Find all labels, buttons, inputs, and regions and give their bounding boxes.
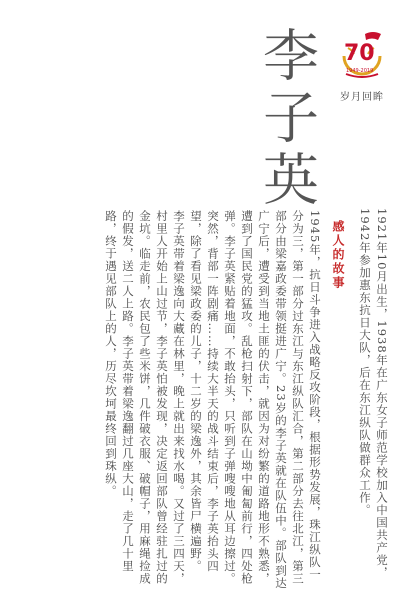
anniversary-logo: [338, 26, 386, 106]
article-body: [28, 208, 390, 593]
page-title: 李子英: [254, 26, 319, 212]
intro-paragraph: 1921年10月出生，1938年在广东女子师范学校加入中国共产党，1942年参加惠东抗日大队，后在东江纵队做群众工作。: [358, 208, 389, 579]
seventy-emblem-icon: [338, 26, 386, 86]
logo-caption: 岁月回眸: [340, 92, 384, 103]
story-paragraph-1: 1945年，抗日斗争进入战略反攻阶段，根据形势发展，珠江纵队一分为三，第一部分过东江与东江纵队汇合，第二部分去往北江，第三部分由梁嘉政委带领挺进广宁。23岁的李子英就在队伍中。部队到达广宁后，遭受到当地土匪的伏击，就因为对纷繁的道路地形不熟悉，遭到了国民党的猛攻。乱枪扫射下，部队在山坳中匍匐前行，四处枪弹。李子英紧贴着地面，不敢抬头，只听到子弹嗖嗖地从耳边擦过。突然，背部一阵剧痛……持续大半天的战斗结束后，李子英抬头四望，除了看见梁政委的儿子，十二岁的梁逸外，其余皆尸横遍野。: [189, 210, 322, 590]
story-paragraph-2: 李子英带着梁逸向大藏在林里，晚上就出来找水喝。又过了三四天，村里人开始上山过节，李子英怕被发现，决定返回部队曾经驻扎过的金坑。临走前，农民包了些米饼，几件破衣服、破帽子，用麻绳捡成的假发，送二人上路。李子英带着梁逸翻过几座大山，走了几十里路，终于遇见部队上的人，历尽坎坷最终回到珠纵。: [104, 210, 186, 585]
section-title: 感人的故事: [331, 220, 345, 290]
logo-years: 1949-2019: [346, 68, 374, 74]
seventy-number: 70: [344, 41, 375, 66]
